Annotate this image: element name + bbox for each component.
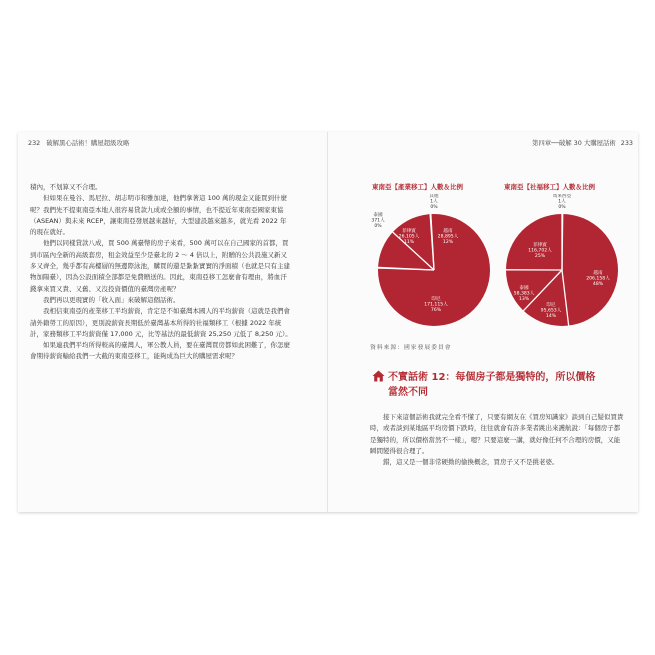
paragraph: 但如果在曼谷、馬尼拉、胡志明市和雅加達，他們拿著這 100 萬的現金又能買到什麼呢？我們先不提東南亞本地人很容易貸款九成或全額的事情，也不提近年東南亞國家東協（ASEAN）與未來 RCEP，讓東南亞發展越來越好，大型建設越來越多，就光看 2022 年的現在就好。 [30, 194, 288, 237]
right-page-header [532, 138, 633, 147]
paragraph: 接下來這個話術我就完全看不懂了，只要有網友在《買房知識家》談到自己疑似買貴時，或者談到某地區平均房價下跌時，往往就會有許多業者跳出來護航說：「每個房子都是獨特的，所以價格當然不一樣」，嗯？只要這麼一講，就好像任何不合理的房價，又能瞬間變得很合理了。 [370, 413, 624, 455]
chart-title-social: 東南亞【社福移工】人數＆比例 [504, 183, 595, 191]
left-page-body [30, 182, 292, 363]
pie-chart-social [498, 194, 626, 330]
paragraph: 他們以同樣貸款八成，買 500 萬臺幣的房子來看，500 萬可以在自己國家的首都，買到市區內全新的高級套房，租金效益至少是臺北的 2 ～ 4 倍以上，附贈的公共設施又新又多又齊全，幾乎都有高樓層的無邊際泳池，購買的還是紮紮實實的淨面積（也就是只有主建物加陽臺），因為公設面積全部都是免費贈送的。因此，東南亞移工怎麼會有理由，將血汗錢拿來買又貴、又舊、又沒投資價值的臺灣房產呢？ [30, 239, 290, 293]
pie-slice-label: 菲律賓 116,702人 25% [528, 243, 552, 260]
section-heading-line1: 不實話術 12：每個房子都是獨特的，所以價格 [388, 372, 596, 383]
pie-slice-label: 馬來西亞 1人 0% [552, 194, 572, 211]
pie-slice-label: 越南 28,895人 12% [437, 229, 459, 246]
left-page-number: 232 [28, 139, 41, 147]
source-note: 資料來源：國家發展委員會 [370, 345, 452, 351]
house-icon [372, 370, 385, 382]
section-heading-line2: 當然不同 [388, 387, 428, 398]
page-spine [327, 132, 328, 512]
pie-slice-label: 菲律賓 26,105人 11% [398, 229, 420, 246]
paragraph: 錯，這又是一個非常硬拗的偷換概念，買房子又不是挑老婆。 [383, 458, 559, 467]
pie-slice-label: 泰國 58,383人 13% [513, 286, 535, 303]
pie-slice-label: 越南 206,158人 48% [586, 271, 610, 288]
right-running-title: 第四章──破解 30 大購屋話術 [532, 139, 616, 147]
pie-slice-label: 印尼 95,653人 14% [540, 303, 562, 320]
right-page-number: 233 [620, 139, 633, 147]
pie-slice-label: 印尼 171,115人 76% [424, 297, 448, 314]
section-heading [372, 370, 622, 400]
left-running-title: 破解黑心話術！購屋超級攻略 [46, 139, 130, 147]
chart-title-industry: 東南亞【產業移工】人數＆比例 [372, 183, 463, 191]
left-page-header [28, 138, 129, 147]
pie-slice-label: 其他 1人 0% [429, 194, 439, 211]
right-page-body [370, 412, 625, 468]
pie-slice-divider [562, 214, 563, 270]
pie-chart-industry [370, 194, 498, 330]
paragraph: 積內，不划算又不合理。 [30, 183, 102, 191]
paragraph: 如果連我們平均所得較高的臺灣人，軍公教人員，要在臺灣買房都如此困難了，你怎麼會期待薪資輸給我們一大截的東南亞移工，能夠成為巨大的購屋需求呢？ [30, 341, 290, 361]
paragraph: 我們再以更現實的「收入面」來破解這個話術。 [43, 295, 180, 304]
paragraph: 我相信東南亞的產業移工平均薪資，肯定是不如臺灣本國人的平均薪資（這就是我們會請外籍勞工的原因），更別說薪資長期低於臺灣基本所得的社福類移工（根據 2022 年統計，家務類移工平均薪資僅 17,000 元，比等基法的最低薪資 25,250 元低了 8,250 元）。 [30, 307, 292, 338]
pie-slice-label: 泰國 371人 0% [371, 213, 385, 230]
